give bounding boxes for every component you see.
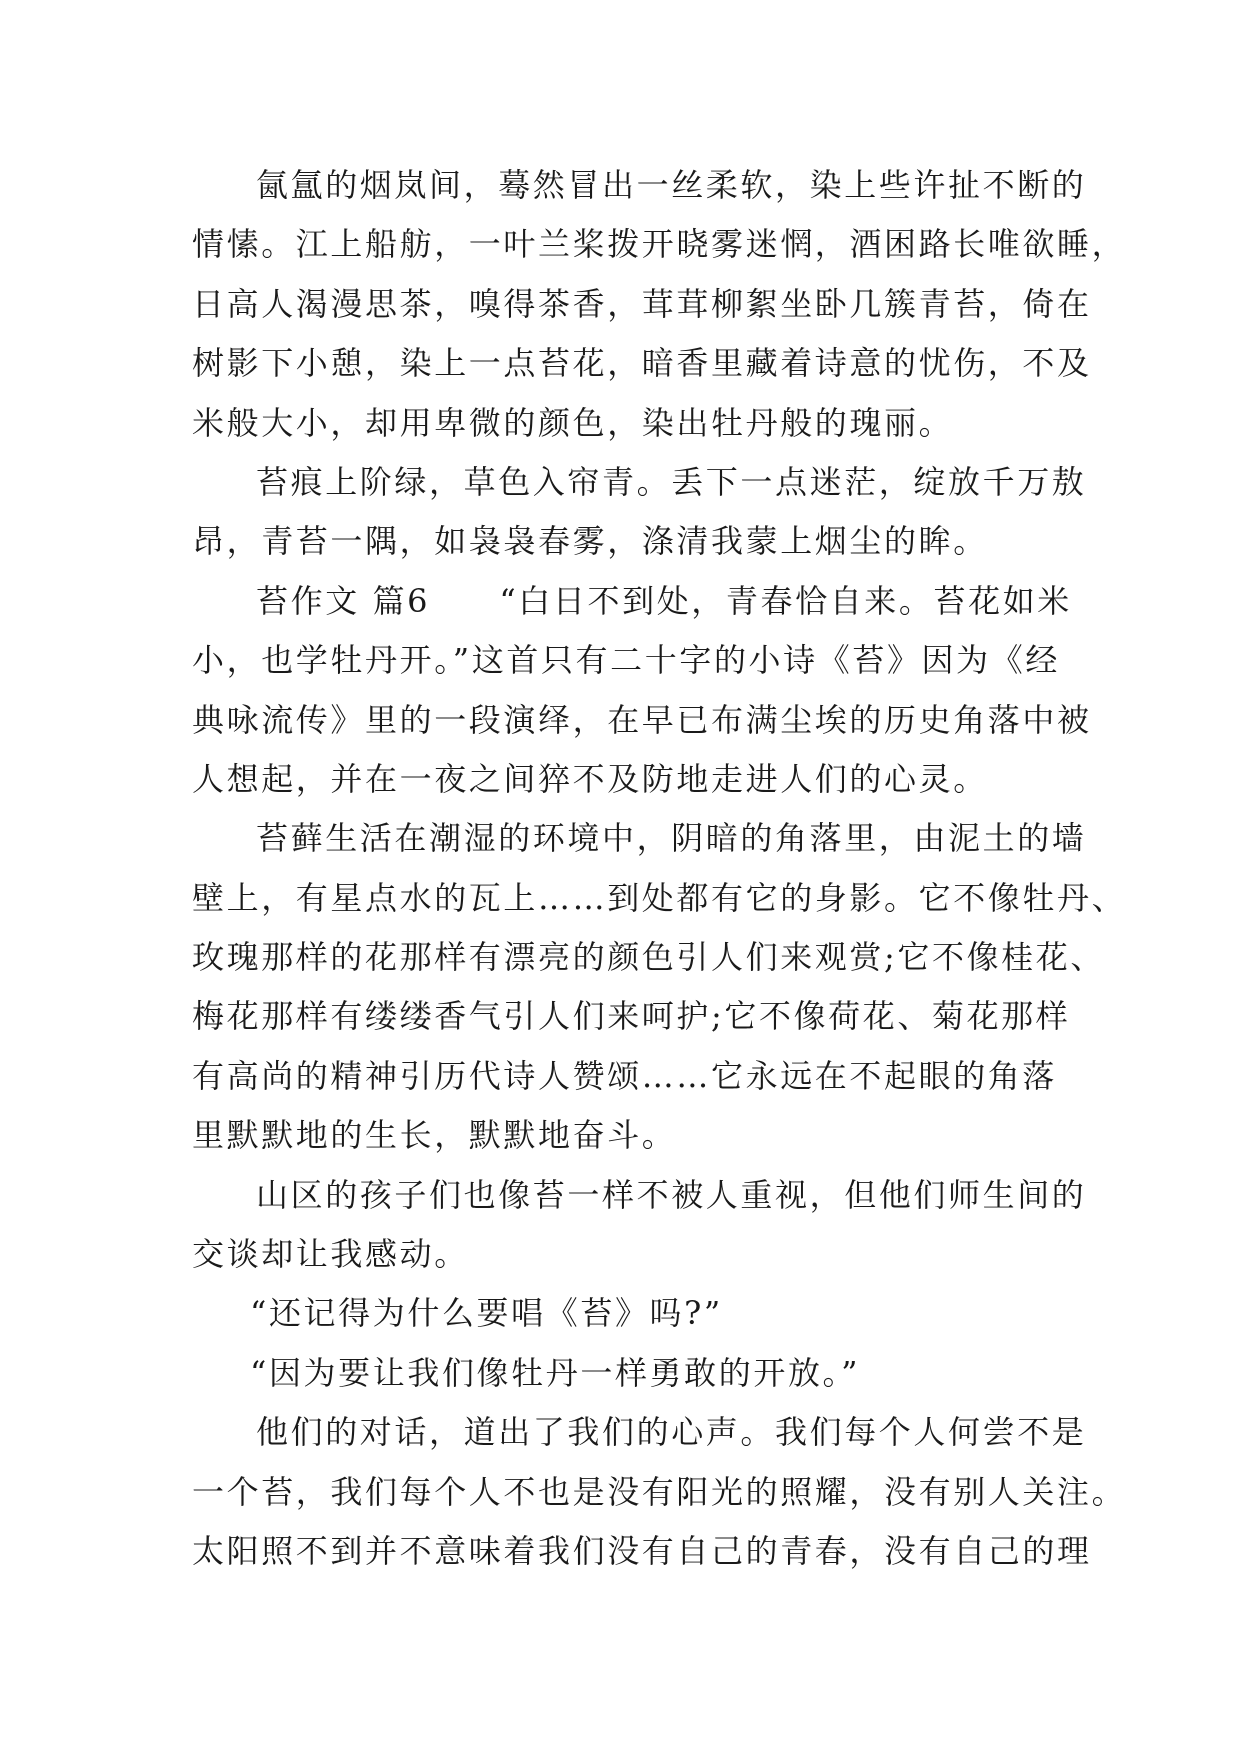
- dialogue-line: “因为要让我们像牡丹一样勇敢的开放。”: [250, 1353, 861, 1392]
- text-line: 里默默地的生长，默默地奋斗。: [192, 1116, 677, 1155]
- text-line: 梅花那样有缕缕香气引人们来呵护;它不像荷花、菊花那样: [192, 997, 1071, 1036]
- text-line: 典咏流传》里的一段演绎，在早已布满尘埃的历史角落中被: [192, 700, 1092, 739]
- text-line: 他们的对话，道出了我们的心声。我们每个人何尝不是: [256, 1413, 1087, 1452]
- text-line: 人想起，并在一夜之间猝不及防地走进人们的心灵。: [192, 759, 988, 798]
- text-line: 苔藓生活在潮湿的环境中，阴暗的角落里，由泥土的墙: [256, 819, 1087, 858]
- text-line: 小，也学牡丹开。”这首只有二十字的小诗《苔》因为《经: [192, 641, 1060, 680]
- text-line: 昂，青苔一隅，如袅袅春雾，涤清我蒙上烟尘的眸。: [192, 522, 988, 561]
- dialogue-line: “还记得为什么要唱《苔》吗?”: [250, 1294, 723, 1333]
- text-line: 玫瑰那样的花那样有漂亮的颜色引人们来观赏;它不像桂花、: [192, 938, 1105, 977]
- text-line: 壁上，有星点水的瓦上……到处都有它的身影。它不像牡丹、: [192, 878, 1127, 917]
- text-line: 一个苔，我们每个人不也是没有阳光的照耀，没有别人关注。: [192, 1472, 1127, 1511]
- body-text: [192, 156, 1127, 1581]
- text-line: 交谈却让我感动。: [192, 1235, 469, 1274]
- text-line: 情愫。江上船舫，一叶兰桨拨开晓雾迷惘，酒困路长唯欲睡，: [192, 225, 1127, 264]
- text-line: 米般大小，却用卑微的颜色，染出牡丹般的瑰丽。: [192, 403, 954, 442]
- text-line: 太阳照不到并不意味着我们没有自己的青春，没有自己的理: [192, 1531, 1092, 1570]
- text-line: 树影下小憩，染上一点苔花，暗香里藏着诗意的忧伤，不及: [192, 344, 1092, 383]
- text-line: 山区的孩子们也像苔一样不被人重视，但他们师生间的: [256, 1175, 1087, 1214]
- section-heading-line: 苔作文 篇6 “白日不到处，青春恰自来。苔花如米: [256, 581, 1072, 620]
- text-line: 氤氲的烟岚间，蓦然冒出一丝柔软，染上些许扯不断的: [256, 166, 1087, 204]
- text-line: 有高尚的精神引历代诗人赞颂……它永远在不起眼的角落: [192, 1056, 1058, 1095]
- text-line: 日高人渴漫思茶，嗅得茶香，茸茸柳絮坐卧几簇青苔，倚在: [192, 284, 1092, 323]
- text-line: 苔痕上阶绿，草色入帘青。丢下一点迷茫，绽放千万敖: [256, 462, 1087, 501]
